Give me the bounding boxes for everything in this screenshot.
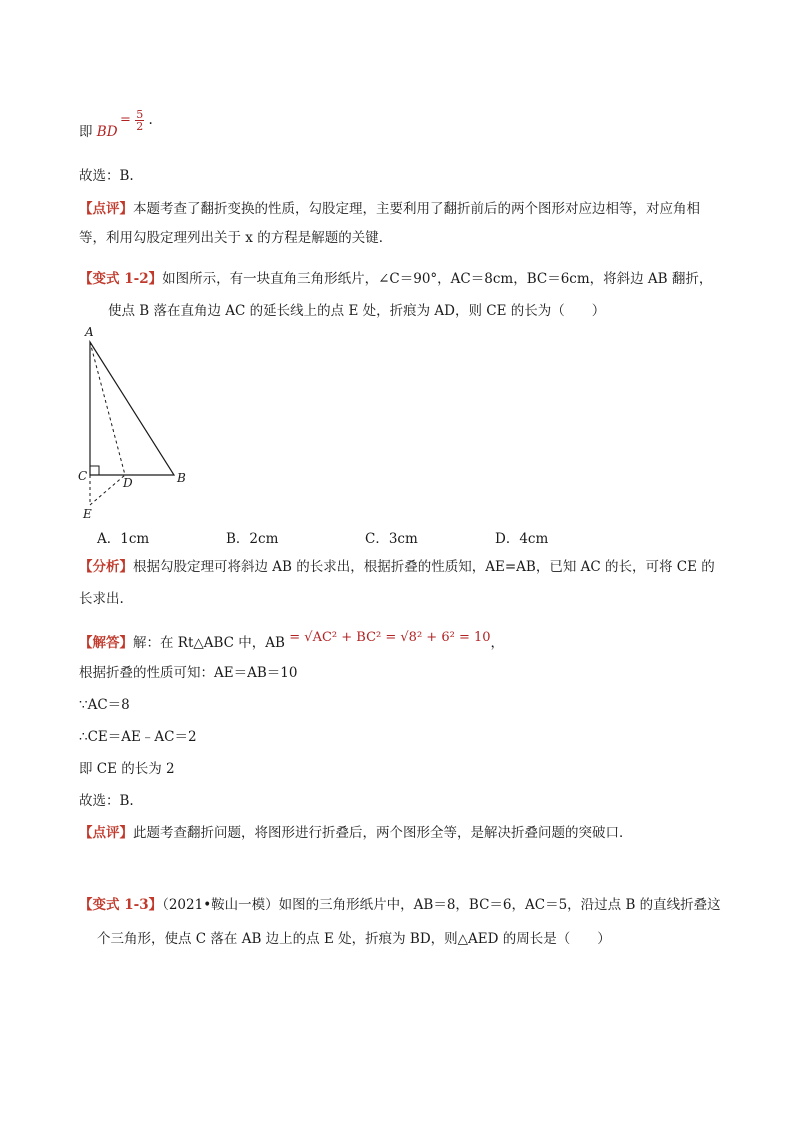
option-c[interactable]: C．3cm: [365, 531, 418, 547]
dianping-1-text-1: 本题考查了翻折变换的性质，勾股定理，主要利用了翻折前后的两个图形对应边相等，对应角相: [133, 201, 700, 217]
label-b: B: [177, 471, 186, 485]
fold-line-ad: [90, 342, 125, 475]
problem-1-3-text-1: （2021•鞍山一模）如图的三角形纸片中，AB＝8，BC＝6，AC＝5，沿过点 B 的直线折叠这: [162, 897, 721, 913]
segment-ed: [90, 475, 125, 505]
solution-line-1: [79, 630, 505, 653]
analysis-text-1: 根据勾股定理可将斜边 AB 的长求出，根据折叠的性质知，AE=AB，已知 AC 的长，可将 CE 的: [133, 559, 715, 575]
pythagoras-formula: = √AC² + BC² = √8² + 6² = 10: [289, 630, 491, 645]
solution-text-1: 解：在 Rt△ABC 中，AB: [133, 635, 285, 651]
dianping-1-line-2: 等，利用勾股定理列出关于 x 的方程是解题的关键．: [79, 230, 393, 246]
label-a: A: [85, 326, 94, 339]
right-angle-mark: [90, 466, 99, 475]
problem-1-2-text-1: 如图所示，有一块直角三角形纸片，∠C＝90°，AC＝8cm，BC＝6cm，将斜边 AB 翻折，: [162, 271, 713, 287]
bd-result-line: [79, 123, 118, 141]
option-b[interactable]: B．2cm: [226, 531, 279, 547]
answer-line-1: 故选：B.: [79, 168, 134, 184]
problem-1-3-line-2: 个三角形，使点 C 落在 AB 边上的点 E 处，折痕为 BD，则△AED 的周长是（ ）: [97, 931, 611, 947]
ji-prefix: 即: [79, 124, 93, 140]
dianping-2-text: 此题考查翻折问题，将图形进行折叠后，两个图形全等，是解决折叠问题的突破口．: [133, 825, 633, 841]
dianping-1-line-1: [79, 200, 700, 218]
solution-line-3: ∵AC＝8: [79, 697, 130, 713]
dianping-tag-2: 【点评】: [79, 825, 133, 841]
triangle-figure: [76, 326, 196, 522]
solution-comma: ，: [490, 635, 505, 651]
bd-fraction: [120, 109, 153, 145]
triangle-abc: [90, 342, 174, 475]
analysis-line-2: 长求出.: [79, 591, 124, 607]
solution-line-4: ∴CE＝AE﹣AC＝2: [79, 729, 197, 745]
frac-equals: =: [120, 112, 131, 128]
label-d: D: [123, 476, 133, 490]
problem-1-3-line-1: [79, 896, 721, 914]
frac-denominator: 2: [136, 120, 144, 133]
dianping-2-line: [79, 824, 633, 842]
label-c: C: [78, 469, 88, 483]
label-e: E: [83, 507, 92, 521]
solution-tag: 【解答】: [79, 635, 133, 651]
frac-period: .: [148, 112, 153, 128]
solution-line-6: 故选：B.: [79, 793, 134, 809]
problem-1-2-line-2: 使点 B 落在直角边 AC 的延长线上的点 E 处，折痕为 AD，则 CE 的长为（ ）: [108, 303, 606, 319]
frac-numerator: 5: [136, 108, 144, 121]
bd-label: BD: [96, 124, 118, 140]
problem-1-2-tag: 【变式 1-2】: [79, 271, 163, 287]
option-a[interactable]: A．1cm: [97, 531, 150, 547]
dianping-tag-1: 【点评】: [79, 201, 133, 217]
option-d[interactable]: D．4cm: [495, 531, 549, 547]
solution-line-2: 根据折叠的性质可知：AE＝AB＝10: [79, 665, 298, 681]
analysis-line-1: [79, 558, 715, 576]
problem-1-3-tag: 【变式 1-3】: [79, 897, 163, 913]
solution-line-5: 即 CE 的长为 2: [79, 761, 175, 777]
analysis-tag: 【分析】: [79, 559, 133, 575]
problem-1-2-line-1: [79, 270, 712, 288]
frac-five-halves: [135, 109, 144, 132]
